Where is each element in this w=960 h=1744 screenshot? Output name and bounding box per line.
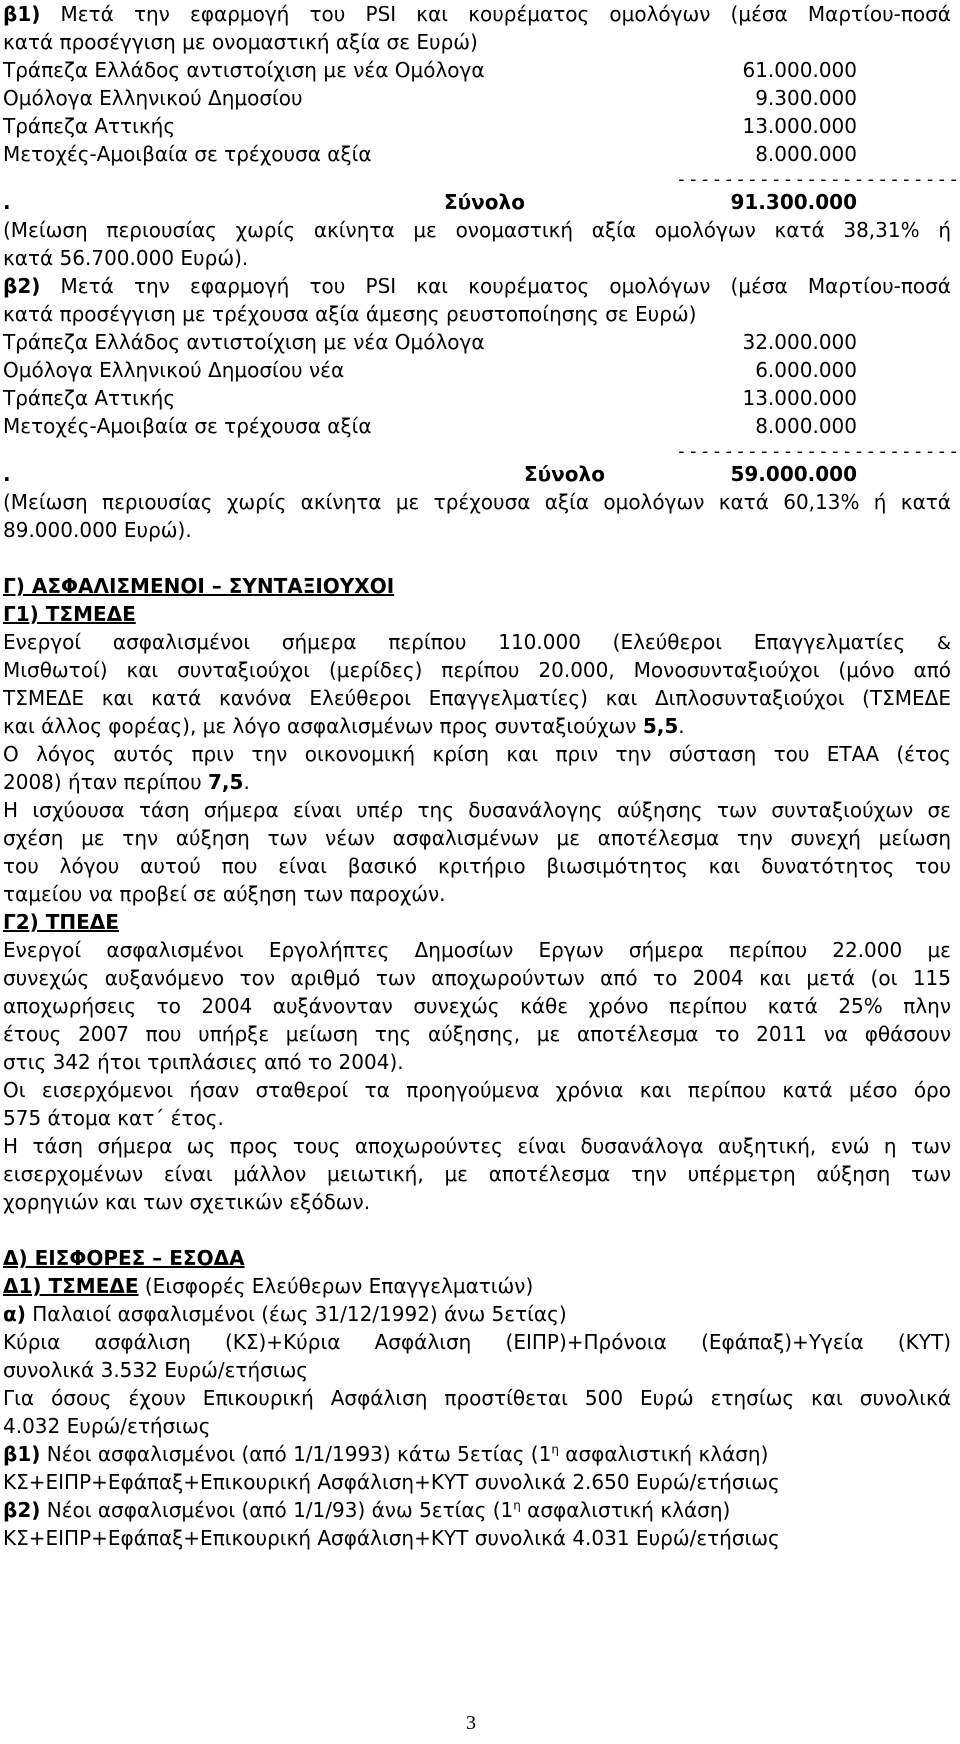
b2-row-label: Ομόλογα Ελληνικού Δημοσίου νέα xyxy=(3,358,345,382)
section-g-title: Γ) ΑΣΦΑΛΙΣΜΕΝΟΙ – ΣΥΝΤΑΞΙΟΥΧΟΙ xyxy=(3,574,395,598)
b1-row-label: Τράπεζα Ελλάδος αντιστοίχιση με νέα Ομόλογα xyxy=(3,58,485,82)
b2-row-amount: 6.000.000 xyxy=(755,358,857,382)
g2-line: αποχωρήσεις το 2004 αυξάνονταν συνεχώς κάθε χρόνο περίπου κατά 25% πλην xyxy=(3,994,951,1018)
d1-b1-heading: β1) Νέοι ασφαλισμένοι (από 1/1/1993) κάτω 5ετίας ($1^\eta$ ασφαλιστική κλάση) xyxy=(3,1442,769,1466)
d1-a-line: Κύρια ασφάλιση (ΚΣ)+Κύρια Ασφάλιση (ΕΙΠΡ)+Πρόνοια (Εφάπαξ)+Υγεία (ΚΥΤ) xyxy=(3,1330,951,1354)
g1-line: Ενεργοί ασφαλισμένοι σήμερα περίπου 110.000 (Ελεύθεροι Επαγγελματίες & xyxy=(3,630,952,654)
d1-a-line: Για όσους έχουν Επικουρική Ασφάλιση προστίθεται 500 Ευρώ ετησίως και συνολικά xyxy=(3,1386,951,1410)
b2-total-prefix: . xyxy=(3,462,11,486)
g1-line: του λόγου αυτού που είναι βασικό κριτήριο βιωσιμότητος και δυνατότητος του xyxy=(3,854,951,878)
g1-line: ταμείου να προβεί σε αύξηση των παροχών. xyxy=(3,882,446,906)
d1-b1-line: ΚΣ+ΕΙΠΡ+Εφάπαξ+Επικουρική Ασφάλιση+ΚΥΤ συνολικά 2.650 Ευρώ/ετήσιως xyxy=(3,1470,780,1494)
d1-a-heading: α) Παλαιοί ασφαλισμένοι (έως 31/12/1992) άνω 5ετίας) xyxy=(3,1302,567,1326)
b1-total-prefix: . xyxy=(3,190,11,214)
d1-b2-line: ΚΣ+ΕΙΠΡ+Εφάπαξ+Επικουρική Ασφάλιση+ΚΥΤ συνολικά 4.031 Ευρώ/ετήσιως xyxy=(3,1526,780,1550)
g2-line: εισερχομένων είναι μάλλον μειωτική, με αποτέλεσμα την υπέρμετρη αύξηση των xyxy=(3,1162,951,1186)
b1-total-amount: 91.300.000 xyxy=(730,190,857,214)
section-g2-title: Γ2) ΤΠΕΔΕ xyxy=(3,910,119,934)
b2-row-amount: 13.000.000 xyxy=(742,386,857,410)
b2-row-label: Τράπεζα Ελλάδος αντιστοίχιση με νέα Ομόλογα xyxy=(3,330,485,354)
g2-line: 575 άτομα κατ΄ έτος. xyxy=(3,1106,224,1130)
section-d1-title: Δ1) ΤΣΜΕΔΕ (Εισφορές Ελεύθερων Επαγγελματιών) xyxy=(3,1274,534,1298)
d1-a-line: συνολικά 3.532 Ευρώ/ετήσιως xyxy=(3,1358,309,1382)
b1-row-label: Μετοχές-Αμοιβαία σε τρέχουσα αξία xyxy=(3,142,372,166)
b1-note-line1: (Μείωση περιουσίας χωρίς ακίνητα με ονομαστική αξία ομολόγων κατά 38,31% ή xyxy=(3,218,951,242)
b1-row-label: Τράπεζα Αττικής xyxy=(3,114,176,138)
b1-note-line2: κατά 56.700.000 Ευρώ). xyxy=(3,246,249,270)
g2-line: χορηγιών και των σχετικών εξόδων. xyxy=(3,1190,371,1214)
b1-row-amount: 9.300.000 xyxy=(755,86,857,110)
b1-row-amount: 61.000.000 xyxy=(742,58,857,82)
g1-line: Ο λόγος αυτός πριν την οικονομική κρίση και πριν την σύσταση του ΕΤΑΑ (έτος xyxy=(3,742,951,766)
b2-separator: ------------------------ xyxy=(676,441,960,462)
d1-a-line: 4.032 Ευρώ/ετήσιως xyxy=(3,1414,211,1438)
d1-b2-heading: β2) Νέοι ασφαλισμένοι (από 1/1/93) άνω 5ετίας ($1^\eta$ ασφαλιστική κλάση) xyxy=(3,1498,731,1522)
g1-line: ΤΣΜΕΔΕ και κατά κανόνα Ελεύθεροι Επαγγελματίες) και Διπλοσυνταξιούχοι (ΤΣΜΕΔΕ xyxy=(3,686,951,710)
b1-heading: β1) Μετά την εφαρμογή του PSI και κουρέματος ομολόγων (μέσα Μαρτίου-ποσά xyxy=(3,2,951,26)
b2-note-line2: 89.000.000 Ευρώ). xyxy=(3,518,192,542)
section-d-title: Δ) ΕΙΣΦΟΡΕΣ – ΕΣΟΔΑ xyxy=(3,1246,245,1270)
g2-line: συνεχώς αυξανόμενο τον αριθμό των αποχωρούντων από το 2004 και μετά (οι 115 xyxy=(3,966,951,990)
g2-line: έτους 2007 που υπήρξε μείωση της αύξησης, με αποτέλεσμα το 2011 να φθάσουν xyxy=(3,1022,951,1046)
g2-line: στις 342 ήτοι τριπλάσιες από το 2004). xyxy=(3,1050,404,1074)
page-number: 3 xyxy=(466,1712,476,1734)
b2-heading-line2: κατά προσέγγιση με τρέχουσα αξία άμεσης ρευστοποίησης σε Ευρώ) xyxy=(3,302,697,326)
g1-line: Μισθωτοί) και συνταξιούχοι (μερίδες) περίπου 20.000, Μονοσυνταξιούχοι (μόνο από xyxy=(3,658,951,682)
b2-row-amount: 32.000.000 xyxy=(742,330,857,354)
b1-row-amount: 13.000.000 xyxy=(742,114,857,138)
b2-note-line1: (Μείωση περιουσίας χωρίς ακίνητα με τρέχουσα αξία ομολόγων κατά 60,13% ή κατά xyxy=(3,490,951,514)
g2-line: Ενεργοί ασφαλισμένοι Εργολήπτες Δημοσίων Εργων σήμερα περίπου 22.000 με xyxy=(3,938,951,962)
b2-row-label: Μετοχές-Αμοιβαία σε τρέχουσα αξία xyxy=(3,414,372,438)
b1-separator: ------------------------ xyxy=(676,169,960,190)
b2-heading: β2) Μετά την εφαρμογή του PSI και κουρέματος ομολόγων (μέσα Μαρτίου-ποσά xyxy=(3,274,951,298)
g2-line: Η τάση σήμερα ως προς τους αποχωρούντες είναι δυσανάλογα αυξητική, ενώ η των xyxy=(3,1134,951,1158)
g1-line: σχέση με την αύξηση των νέων ασφαλισμένων με αποτέλεσμα την συνεχή μείωση xyxy=(3,826,951,850)
g1-line: και άλλος φορέας), με λόγο ασφαλισμένων προς συνταξιούχων 5,5. xyxy=(3,714,685,738)
b2-total-label: Σύνολο xyxy=(524,462,605,486)
g1-line: 2008) ήταν περίπου 7,5. xyxy=(3,770,250,794)
section-g1-title: Γ1) ΤΣΜΕΔΕ xyxy=(3,602,136,626)
b1-heading-line2: κατά προσέγγιση με ονομαστική αξία σε Ευρώ) xyxy=(3,30,478,54)
b2-row-label: Τράπεζα Αττικής xyxy=(3,386,176,410)
b1-row-amount: 8.000.000 xyxy=(755,142,857,166)
b2-row-amount: 8.000.000 xyxy=(755,414,857,438)
g2-line: Οι εισερχόμενοι ήσαν σταθεροί τα προηγούμενα χρόνια και περίπου κατά μέσο όρο xyxy=(3,1078,951,1102)
b2-total-amount: 59.000.000 xyxy=(730,462,857,486)
b1-row-label: Ομόλογα Ελληνικού Δημοσίου xyxy=(3,86,303,110)
g1-line: Η ισχύουσα τάση σήμερα είναι υπέρ της δυσανάλογης αύξησης των συνταξιούχων σε xyxy=(3,798,951,822)
b1-total-label: Σύνολο xyxy=(444,190,525,214)
